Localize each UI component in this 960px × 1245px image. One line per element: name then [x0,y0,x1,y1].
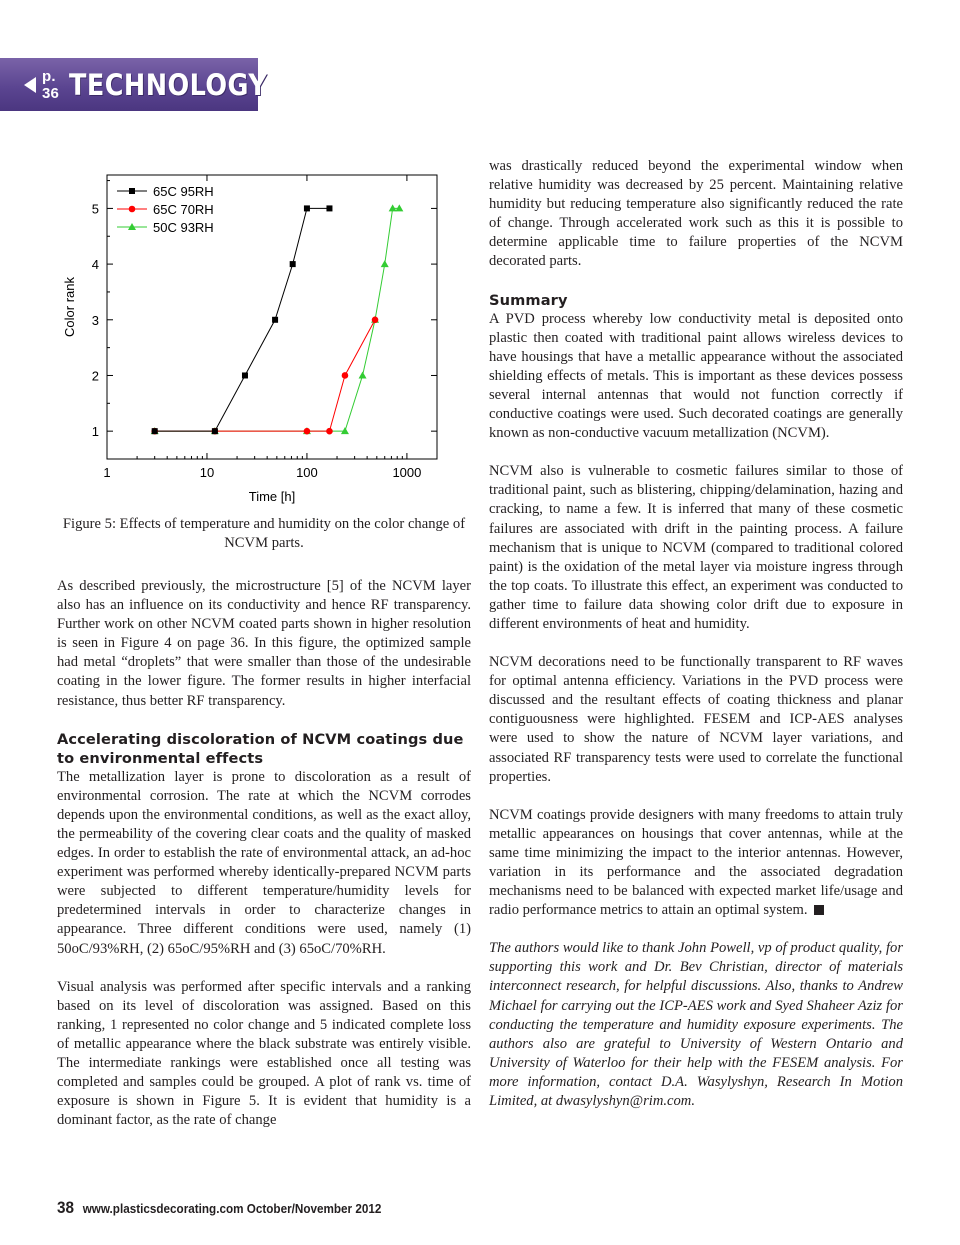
data-point-triangle [381,260,389,267]
left-column [57,577,471,1130]
data-point-square [290,261,296,267]
paragraph [489,806,903,921]
x-tick-label: 100 [296,465,318,480]
paragraph: A PVD process whereby low conductivity metal is deposited onto plastic then coated with traditional paint allows wireless devices to have housings that have a metallic appearance without the associated shielding effects of metals. This is important as these devices possess several internal antennas that would not function correctly if conductive coatings were used. Such decorated coatings are generally known as non-conductive vacuum metallization (NCVM). [489,310,903,442]
section-heading: Accelerating discoloration of NCVM coatings due to environmental effects [57,730,464,767]
data-point-circle [326,428,333,435]
end-mark-icon [814,905,824,915]
paragraph: NCVM also is vulnerable to cosmetic failures similar to those of traditional paint, such as blistering, chipping/delamination, hazing and cracking, to name a few. It is inferred that many of these cosmetic failures are associated with drift in the painting process. A failure mechanism that is unique to NCVM (compared to traditional colored paint) is the oxidation of the metal layer via moisture ingress through the top coats. To illustrate this effect, an experiment was conducted to gather time to failure data showing color drift due to exposure in different environments of heat and humidity. [489,463,903,632]
paragraph: Visual analysis was performed after specific intervals and a ranking based on its level of discoloration was assigned. Based on this ranking, 1 represented no color change and 5 indicated complete loss of metallic appearance where the black substrate was entirely visible. The intermediate rankings were established once all testing was completed and samples could be grouped. A plot of rank vs. time of exposure is shown in Figure 5. It is evident that humidity is a dominant factor, as the rate of change [57,978,471,1129]
data-point-circle [372,316,379,323]
y-tick-label: 4 [91,257,99,273]
x-tick-label: 10 [199,465,215,480]
data-point-square [152,428,158,434]
data-point-square [129,188,135,194]
y-tick-label: 3 [91,312,99,328]
y-axis-label: Color rank [62,277,77,337]
data-point-square [326,205,332,211]
y-tick-label: 5 [91,201,99,217]
color-rank-chart [57,170,471,510]
conclusion-text: NCVM coatings provide designers with many freedoms to attain truly metallic appearances on housings that cover antennas, while at the same time minimizing the impact to the interior antennas. However, variation in its performance and the associated degradation mechanisms need to be balanced with expected market life/usage and radio performance metrics to attain an optimal system. [489,806,903,919]
series-line [155,208,330,431]
section-title: TECHNOLOGY [69,67,268,102]
footer-site[interactable]: www.plasticsdecorating.com [82,1201,244,1216]
footer-date: October/November 2012 [246,1201,382,1216]
section-banner [0,58,268,111]
y-tick-label: 1 [91,424,99,440]
data-point-triangle [359,371,367,378]
legend-label: 65C 70RH [153,202,214,217]
legend-label: 65C 95RH [153,184,214,199]
legend-label: 50C 93RH [153,220,214,235]
data-point-square [242,372,248,378]
acknowledgements: The authors would like to thank John Powell, vp of product quality, for supporting this work and Dr. Bev Christian, director of materials interconnect research, for helpful discussions. Also, thanks to Andrew Michael for carrying out the ICP-AES work and Syed Shaheer Aziz for conducting the temperature and humidity exposure experiments. The authors also are grateful to University of Western Ontario and University of Waterloo for their help with the FESEM analysis. For more information, contact D.A. Wasylyshyn, Research In Motion Limited, at dwasylyshyn@rim.com. [489,940,903,1110]
data-point-circle [342,372,349,379]
x-tick-label: 1000 [392,465,422,480]
page-reference-link[interactable]: p. 36 [42,67,60,102]
data-point-square [304,205,310,211]
paragraph: The metallization layer is prone to discoloration as a result of environmental corrosion. The rate at which the NCVM corrodes depends upon the environmental conditions, as well as the exact alloy, the permeability of the covering clear coats and the quality of masked edges. In order to establish the rate of environmental attack, an ad-hoc experiment was performed whereby identically-prepared NCVM parts were subjected to different temperature/humidity levels for predetermined intervals in order to characterize changes in appearance. Three different conditions were used, namely (1) 50oC/93%RH, (2) 65oC/95%RH and (3) 65oC/70%RH. [57,768,471,957]
x-axis-label: Time [h] [248,489,296,504]
x-tick-label: 1 [103,465,111,480]
page-number: 38 [57,1198,75,1217]
right-column [489,157,903,1111]
plot-frame [107,175,437,459]
back-arrow-icon[interactable] [24,77,36,93]
figure-caption: Figure 5: Effects of temperature and humidity on the color change of NCVM parts. [62,516,466,552]
summary-heading: Summary [489,291,568,309]
page-footer [57,1198,381,1218]
paragraph: was drastically reduced beyond the experimental window when relative humidity was decreased by 25 percent. Maintaining relative humidity but reducing temperature also significantly reduced the rate of change. Through accelerated work such as this it is possible to determine applicable time to failure properties of the NCVM decorated parts. [489,158,903,270]
y-tick-label: 2 [91,368,99,384]
data-point-circle [304,428,311,435]
paragraph: NCVM decorations need to be functionally transparent to RF waves for optimal antenna efficiency. Variations in the PVD process were discussed and the resultant effects of coating thickness and planar contiguousness were highlighted. FESEM and ICP-AES analyses were used to show the nature of NCVM layer variations, and associated RF transparency tests were used to correlate the functional properties. [489,654,903,785]
data-point-square [212,428,218,434]
data-point-circle [129,206,136,213]
figure-5 [57,170,471,510]
paragraph: As described previously, the microstructure [5] of the NCVM layer also has an influence on its conductivity and hence RF transparency. Further work on other NCVM coated parts shown in higher resolution is seen in Figure 4 on page 36. In this figure, the optimized sample had metal “droplets” that were smaller than those of the undesirable coating in the lower figure. The former results in higher interfacial resistance, thus better RF transparency. [57,578,471,709]
data-point-square [272,317,278,323]
